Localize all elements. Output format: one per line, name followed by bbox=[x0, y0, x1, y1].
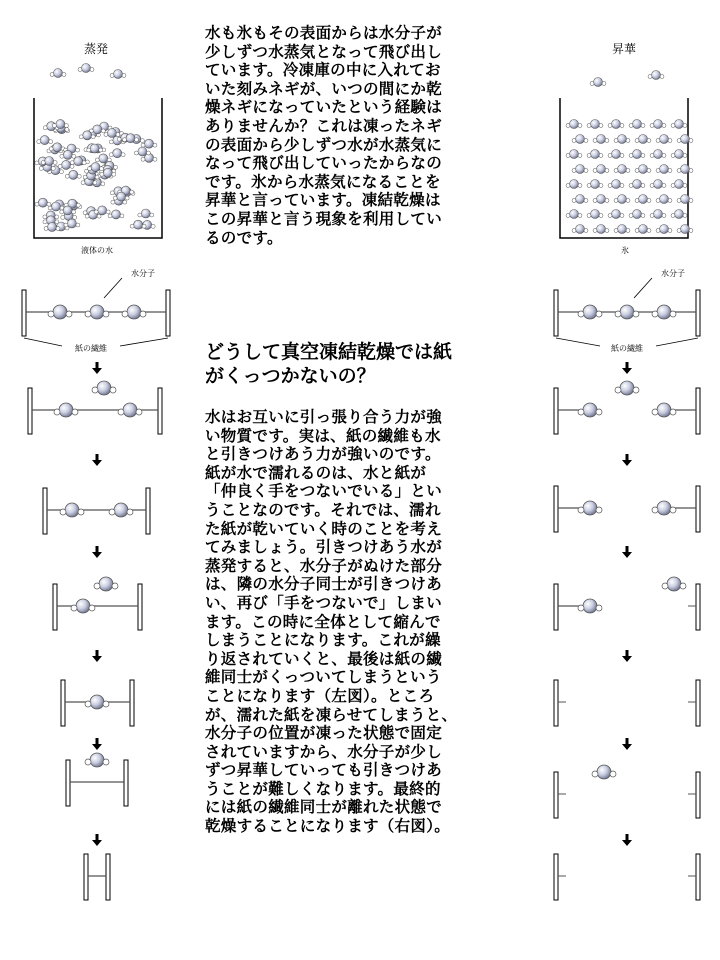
water-molecule bbox=[652, 305, 676, 319]
vapor-molecule bbox=[78, 64, 94, 73]
paper-fiber bbox=[130, 680, 134, 726]
water-molecule bbox=[572, 195, 588, 204]
water-molecule bbox=[593, 195, 609, 204]
liquid-water-caption: 液体の水 bbox=[81, 246, 113, 255]
sublimation-title: 昇華 bbox=[611, 42, 636, 56]
water-molecule bbox=[578, 305, 602, 319]
down-arrow bbox=[92, 650, 102, 662]
water-molecule bbox=[650, 210, 666, 219]
water-molecule bbox=[635, 135, 651, 144]
right-fiber-sequence bbox=[554, 290, 700, 900]
water-molecule bbox=[608, 150, 624, 159]
vapor-molecule bbox=[110, 70, 126, 79]
water-molecule bbox=[65, 170, 81, 179]
paper-fiber bbox=[84, 854, 88, 900]
water-molecule bbox=[64, 219, 80, 228]
water-molecule bbox=[635, 165, 651, 174]
water-molecule bbox=[650, 150, 666, 159]
left-fiber-sequence bbox=[22, 290, 170, 900]
paper-fiber bbox=[554, 584, 558, 630]
down-arrow bbox=[92, 362, 102, 374]
water-molecule bbox=[629, 180, 645, 189]
water-molecule bbox=[587, 150, 603, 159]
water-molecule bbox=[677, 135, 693, 144]
water-molecule bbox=[572, 165, 588, 174]
paper-fiber bbox=[554, 290, 558, 336]
water-molecule bbox=[650, 180, 666, 189]
paper-fiber bbox=[554, 486, 558, 532]
water-molecule bbox=[49, 143, 65, 152]
molecule-label: 水分子 bbox=[661, 269, 685, 278]
down-arrow bbox=[622, 738, 632, 750]
water-molecule bbox=[593, 135, 609, 144]
water-molecule bbox=[593, 165, 609, 174]
water-molecule bbox=[578, 599, 602, 613]
down-arrow bbox=[92, 454, 102, 466]
water-molecule bbox=[614, 225, 630, 234]
paper-fiber bbox=[696, 584, 700, 630]
water-molecule bbox=[118, 403, 142, 417]
water-molecule bbox=[71, 599, 95, 613]
down-arrow bbox=[92, 546, 102, 558]
water-molecule bbox=[652, 501, 676, 515]
water-molecule bbox=[650, 120, 666, 129]
paper-fiber bbox=[554, 854, 558, 900]
water-molecule bbox=[578, 501, 602, 515]
water-molecule bbox=[629, 210, 645, 219]
paper-fiber bbox=[138, 584, 142, 630]
paper-fiber bbox=[124, 760, 128, 806]
water-molecule bbox=[587, 210, 603, 219]
water-molecule bbox=[677, 225, 693, 234]
water-molecule bbox=[572, 135, 588, 144]
vapor-molecule bbox=[590, 78, 606, 87]
ice-molecules bbox=[566, 120, 693, 234]
paper-fiber bbox=[696, 680, 700, 726]
water-molecule bbox=[671, 180, 687, 189]
water-molecule bbox=[566, 210, 582, 219]
paper-fiber bbox=[43, 488, 47, 534]
vapor-molecule bbox=[648, 71, 664, 80]
water-molecule bbox=[566, 120, 582, 129]
water-molecule bbox=[656, 165, 672, 174]
liquid-water-molecules bbox=[35, 120, 157, 232]
water-molecule bbox=[671, 150, 687, 159]
water-molecule bbox=[88, 163, 104, 172]
paper-fiber bbox=[696, 486, 700, 532]
water-molecule bbox=[37, 136, 53, 145]
down-arrow bbox=[622, 650, 632, 662]
water-molecule bbox=[629, 120, 645, 129]
water-molecule bbox=[85, 753, 109, 767]
water-molecule bbox=[629, 150, 645, 159]
water-molecule bbox=[671, 120, 687, 129]
water-molecule bbox=[662, 577, 686, 591]
water-molecule bbox=[635, 195, 651, 204]
water-molecule bbox=[85, 305, 109, 319]
water-molecule bbox=[614, 195, 630, 204]
paper-fiber bbox=[554, 772, 558, 818]
water-molecule bbox=[614, 135, 630, 144]
paper-fiber bbox=[158, 388, 162, 434]
water-molecule bbox=[615, 381, 639, 395]
water-molecule bbox=[656, 225, 672, 234]
paper-fiber bbox=[166, 290, 170, 336]
water-molecule bbox=[52, 120, 68, 129]
down-arrow bbox=[622, 362, 632, 374]
water-molecule bbox=[109, 149, 125, 158]
water-molecule bbox=[615, 305, 639, 319]
paper-fiber bbox=[696, 854, 700, 900]
water-molecule bbox=[572, 225, 588, 234]
fiber-label: 紙の繊維 bbox=[611, 344, 643, 353]
paper-fiber bbox=[28, 388, 32, 434]
water-molecule bbox=[587, 120, 603, 129]
water-molecule bbox=[652, 403, 676, 417]
water-molecule bbox=[92, 381, 116, 395]
section-heading: どうして真空凍結乾燥では紙 がくっつかないの？ bbox=[205, 341, 453, 387]
water-molecule bbox=[138, 209, 154, 218]
water-molecule bbox=[566, 180, 582, 189]
water-molecule bbox=[578, 403, 602, 417]
water-molecule bbox=[635, 225, 651, 234]
water-molecule bbox=[677, 165, 693, 174]
water-molecule bbox=[130, 220, 146, 229]
water-molecule bbox=[122, 305, 146, 319]
water-molecule bbox=[85, 695, 109, 709]
water-molecule bbox=[593, 225, 609, 234]
water-molecule bbox=[677, 195, 693, 204]
fiber-label: 紙の繊維 bbox=[75, 344, 107, 353]
sublimation-beaker bbox=[560, 71, 693, 239]
water-molecule bbox=[671, 210, 687, 219]
down-arrow bbox=[622, 546, 632, 558]
water-molecule bbox=[94, 206, 110, 215]
water-molecule bbox=[608, 180, 624, 189]
down-arrow bbox=[622, 834, 632, 846]
down-arrow bbox=[622, 454, 632, 466]
paper-fiber bbox=[696, 772, 700, 818]
paper-fiber bbox=[696, 290, 700, 336]
water-molecule bbox=[608, 120, 624, 129]
paper-fiber bbox=[61, 680, 65, 726]
water-molecule bbox=[614, 165, 630, 174]
paragraph-sublimation: 水も氷もその表面からは水分子が 少しずつ水蒸気となって飛び出し ています。冷凍庫の中に入れてお いた刻みネギが、いつの間にか乾 燥ネギになっていたという経験は ありませんか？これは凍ったネギ の表面から少しずつ水が水蒸気に なって飛び出していったからなの です。氷から水蒸気になることを 昇華と言っています。凍結乾燥は この昇華と言う現象を利用してい るのです。 bbox=[205, 24, 443, 247]
water-molecule bbox=[48, 305, 72, 319]
water-molecule bbox=[656, 195, 672, 204]
paper-fiber bbox=[696, 388, 700, 434]
evaporation-beaker bbox=[34, 64, 162, 239]
water-molecule bbox=[35, 198, 51, 207]
paper-fiber bbox=[554, 388, 558, 434]
water-molecule bbox=[94, 577, 118, 591]
down-arrow bbox=[92, 738, 102, 750]
water-molecule bbox=[54, 403, 78, 417]
paper-fiber bbox=[22, 290, 26, 336]
water-molecule bbox=[566, 150, 582, 159]
molecule-label: 水分子 bbox=[131, 269, 155, 278]
water-molecule bbox=[608, 210, 624, 219]
water-molecule bbox=[108, 210, 124, 219]
water-molecule bbox=[109, 503, 133, 517]
water-molecule bbox=[587, 180, 603, 189]
down-arrow bbox=[92, 834, 102, 846]
ice-caption: 氷 bbox=[621, 246, 629, 255]
paper-fiber bbox=[53, 584, 57, 630]
paper-fiber bbox=[146, 488, 150, 534]
paper-fiber bbox=[106, 854, 110, 900]
paragraph-paper-drying: 水はお互いに引っ張り合う力が強 い物質です。実は、紙の繊維も水 と引きつけあう力が強いのです。 紙が水で濡れるのは、水と紙が 「仲良く手をつないでいる」とい うことなのです。それでは、濡れ た紙が乾いていく時のことを考え てみましょう。引きつけあう水が 蒸発すると、水分子がぬけた部分 は、隣の水分子同士が引きつけあ い、再び「手をつないで」しまい ます。この時に全体として縮んで しまうことになります。これが繰 り返されていくと、最後は紙の繊 維同士がくっついてしまうという ことになります（左図）。ところ が、濡れた紙を凍らせてしまうと、 水分子の位置が凍った状態で固定 されていますから、水分子が少し ずつ昇華していっても引きつけあ うことが難しくなります。最終的 には紙の繊維同士が離れた状態で 乾燥することになります（右図）。 bbox=[205, 408, 458, 836]
evaporation-title: 蒸発 bbox=[83, 42, 108, 56]
water-molecule bbox=[592, 765, 616, 779]
paper-fiber bbox=[66, 760, 70, 806]
water-molecule bbox=[656, 135, 672, 144]
water-molecule bbox=[60, 503, 84, 517]
vapor-molecule bbox=[50, 69, 66, 78]
paper-fiber bbox=[554, 680, 558, 726]
